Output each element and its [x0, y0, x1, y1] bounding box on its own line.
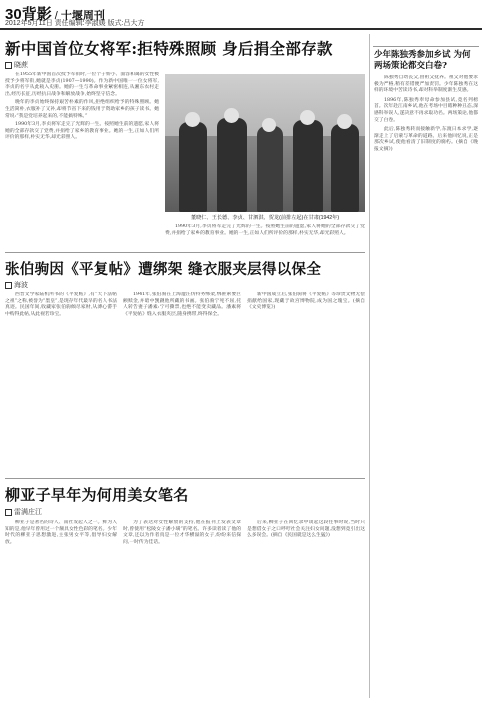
byline-name: 雷满庄江 — [14, 509, 42, 516]
byline-box-icon — [5, 282, 12, 289]
paragraph: 此后,陈独秀转而接触新学,东渡日本求学,逐渐走上了启蒙与革命的道路。后来他回忆说,正是那次乡试,使他看清了旧制度的腐朽。(摘自《晚报文摘》) — [374, 127, 478, 152]
paragraph: 后来,柳亚子在回忆录中谈起这段往事时说,当时只是想借女子之口呼吁社会关注妇女问题,没想到竟引出这么多误会。(摘自《民国就是这么生猛》) — [247, 520, 365, 539]
article-body-liu-yazi-col3 — [247, 520, 365, 698]
paragraph: 1941年,张伯驹在上海遭汪伪特务绑架,绑匪索要巨额赎金,并暗中觊觎他所藏的书画。张伯驹宁死不屈,托人转告妻子潘素:宁可撕票,也绝不能变卖藏品。潘素将《平复帖》缝入衣服夹层,随身携带,终得保全。 — [123, 292, 241, 317]
paragraph: 1990年3月,李贞将军走完了光辉的一生。按照她生前的遗愿,家人将她的全部存款交了党费,并捐给了家乡的教育事业。她的一生,正如人们所评价的那样,朴实无华,却光彩照人。 — [5, 122, 159, 141]
photo-person — [179, 122, 207, 212]
byline-name: 晓蔗 — [14, 62, 28, 69]
sidebar-top-rule — [373, 46, 479, 47]
photo-person-head — [262, 118, 276, 132]
photo-person — [331, 124, 359, 212]
photo-person — [257, 126, 283, 212]
photo-person-head — [185, 112, 200, 127]
paragraph: 柳亚子是著名的诗人、南社发起人之一。鲜为人知的是,他早年曾用过一个颇具女性色彩的笔名。少年时代的柳亚子思想激进,主张男女平等,倡导妇女解放。 — [5, 520, 117, 545]
photo-person-head — [337, 114, 352, 129]
paragraph: 1896年,陈独秀奉母命参加县试,竟名列榜首。次年赴江南乡试,他在考场中目睹种种丑态,深感科举误人,遂决意不再求取功名。两场策论,他都交了白卷。 — [374, 97, 478, 123]
sidebar-headline: 少年陈独秀参加乡试 为何两场策论都交白卷? — [374, 50, 471, 71]
paragraph: 在1955年新中国首次授予军衔时,一位个子娇小、面容和蔼的女性被授予少将军衔,她就是李贞(1907—1990)。作为新中国唯一一位女将军,李贞的名字从此载入史册。她的一生与革命事业紧密相连,从湘东农村走出,经历长征,历经抗日战争和解放战争,始终坚守信念。 — [5, 72, 159, 97]
section-rule — [5, 252, 365, 253]
historic-group-photo — [165, 74, 365, 212]
article-body-zhang-boju-col3 — [247, 292, 365, 470]
article-body-li-zhen-continued — [165, 224, 365, 246]
paragraph: 陈独秀自幼丧父,由祖父抚养。祖父对他要求极为严格,稍有差错便严加责罚。少年陈独秀在这样的环境中苦读诗书,却对科举制度渐生反感。 — [374, 75, 478, 94]
paragraph: 为了表达对女性解放的支持,他在报刊上发表文章时,曾使用“松陵女子潘小璜”的笔名。许多读者读了他的文章,还以为作者真是一位才华横溢的女子,纷纷来信探问,一时传为佳话。 — [123, 520, 241, 545]
publication-name: 背影 — [21, 6, 52, 23]
section-rule — [5, 478, 365, 479]
photo-person — [293, 120, 323, 212]
article-headline-liu-yazi: 柳亚子早年为何用美女笔名 — [5, 486, 189, 504]
article-body-liu-yazi-col2 — [123, 520, 241, 698]
photo-caption: 董晓仁、王长德、李贞、甘泗淇、贺龙(前排左起)在甘肃(1942年) — [190, 215, 340, 221]
article-headline-zhang-boju: 张伯驹因《平复帖》遭绑架 缝衣服夹层得以保全 — [5, 261, 322, 278]
paragraph: 西晋文学家陆机所书的《平复帖》,有“天下法帖之祖”之称,被誉为“墨皇”,是现存年代最早的名人书法真迹。民国年间,收藏家张伯驹倾尽家财,从溥心畬手中购得此帖,从此视若珍宝。 — [5, 292, 117, 317]
byline-box-icon — [5, 62, 12, 69]
article-byline — [5, 280, 28, 290]
column-divider — [369, 34, 370, 698]
article-body-zhang-boju-col1 — [5, 292, 117, 470]
article-byline — [5, 507, 42, 517]
article-byline — [5, 60, 28, 70]
paragraph: 晚年的李贞始终保持艰苦朴素的作风,拒绝组织给予的特殊照顾。她生活简朴,衣服补了又补,却将节省下来的钱用于资助家乡的孩子读书。她常说:“我是党培养起来的,不能搞特殊。” — [5, 100, 159, 119]
section-name: 十堰周刊 — [60, 10, 105, 22]
paragraph: 1990年3月,李贞将军走完了光辉的一生。按照她生前的遗愿,家人将她的全部存款交了党费,并捐给了家乡的教育事业。她的一生,正如人们所评价的那样,朴实无华,却光彩照人。 — [165, 224, 365, 236]
photo-person-head — [300, 110, 315, 125]
sidebar-body — [374, 75, 478, 695]
article-body-zhang-boju-col2 — [123, 292, 241, 470]
page-header: 30背影 / 十堰周刊 — [5, 6, 105, 23]
photo-person-head — [224, 108, 239, 123]
article-body-liu-yazi-col1 — [5, 520, 117, 698]
article-headline-li-zhen: 新中国首位女将军:拒特殊照顾 身后捐全部存款 — [5, 39, 333, 58]
masthead — [0, 0, 482, 30]
byline-name: 海波 — [14, 282, 28, 289]
date-line: 2012年5月11日 责任编辑:李淑媛 版式:吕大方 — [5, 20, 145, 27]
page-number: 30 — [5, 6, 22, 23]
article-body-li-zhen — [5, 72, 159, 244]
masthead-rule — [0, 28, 482, 30]
byline-box-icon — [5, 509, 12, 516]
paragraph: 新中国成立后,张伯驹将《平复帖》等珍贵文物无偿捐献给国家,现藏于故宫博物院,成为国之瑰宝。(摘自《文史博览》) — [247, 292, 365, 311]
photo-person — [217, 118, 247, 212]
